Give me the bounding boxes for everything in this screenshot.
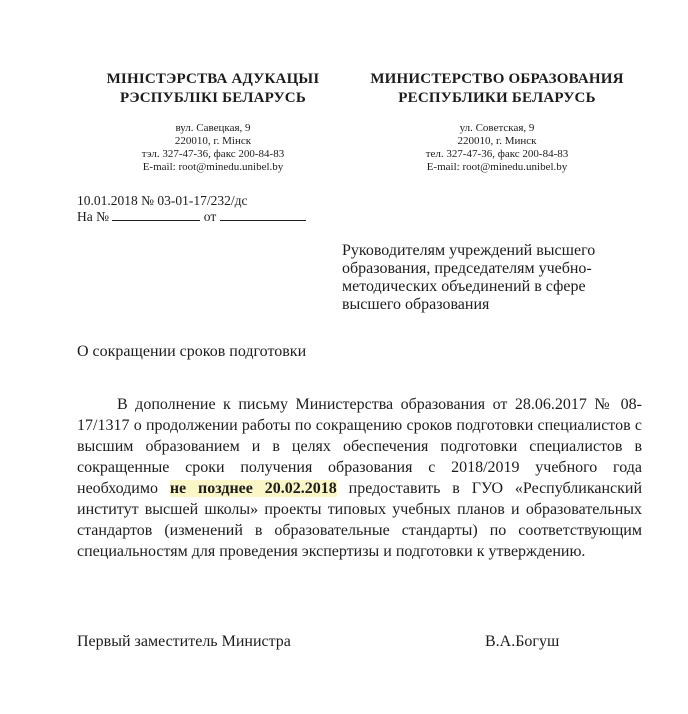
incoming-prefix: На №	[77, 209, 109, 224]
letterhead-belarusian	[98, 70, 328, 174]
incoming-middle: от	[203, 209, 217, 224]
address-ru-street: ул. Советская, 9	[459, 122, 535, 134]
phones-by: тэл. 327-47-36, факс 200-84-83	[141, 148, 285, 160]
ministry-name-ru-line1: МИНИСТЕРСТВО ОБРАЗОВАНИЯ	[370, 71, 624, 87]
signatory-name: В.А.Богуш	[485, 633, 560, 650]
incoming-date-blank	[220, 209, 306, 221]
body-text-after-highlight: предоставить в ГУО «Республиканский институт высшей школы» проекты типовых учебных планов и образовательных стандартов (изменений в образовательные стандарты) по соответствующим специальностям для проведения экспертизы и подготовки к утверждению.	[77, 480, 643, 560]
addressee-line: высшего образования	[342, 296, 490, 313]
letter-subject: О сокращении сроков подготовки	[77, 343, 307, 360]
address-by-city: 220010, г. Мінск	[174, 135, 252, 147]
letter-body	[77, 394, 642, 562]
ministry-name-by-line2: РЭСПУБЛІКІ БЕЛАРУСЬ	[120, 90, 306, 106]
address-ru-city: 220010, г. Минск	[457, 135, 537, 147]
address-by-street: вул. Савецкая, 9	[175, 122, 251, 134]
letterhead-russian	[368, 70, 626, 174]
signatory-position: Первый заместитель Министра	[77, 633, 291, 650]
body-paragraph	[77, 394, 642, 562]
ministry-name-ru-line2: РЕСПУБЛИКИ БЕЛАРУСЬ	[398, 90, 596, 106]
incoming-number-blank	[112, 209, 200, 221]
deadline-highlight: не позднее 20.02.2018	[169, 480, 337, 497]
body-text-before-highlight: В дополнение к письму Министерства образования от 28.06.2017 № 08-17/1317 о продолжении работы по сокращению сроков подготовки специалистов с высшим образованием и в целях обеспечения подготовки специалистов в сокращенные сроки получения образования с 2018/2019 учебного года необходимо	[77, 396, 642, 497]
phones-ru: тел. 327-47-36, факс 200-84-83	[425, 148, 569, 160]
addressee-line: Руководителям учреждений высшего	[342, 242, 596, 259]
registration-block	[77, 193, 337, 225]
addressee-line: образования, председателям учебно-	[342, 260, 592, 277]
outgoing-number: 10.01.2018 № 03-01-17/232/дс	[77, 193, 248, 208]
email-by: E-mail: root@minedu.unibel.by	[142, 161, 284, 173]
incoming-reference	[77, 209, 337, 225]
ministry-name-by-line1: МІНІСТЭРСТВА АДУКАЦЫІ	[106, 71, 320, 87]
addressee-line: методических объединений в сфере	[342, 278, 586, 295]
addressee-block	[342, 242, 652, 314]
email-ru: E-mail: root@minedu.unibel.by	[426, 161, 568, 173]
